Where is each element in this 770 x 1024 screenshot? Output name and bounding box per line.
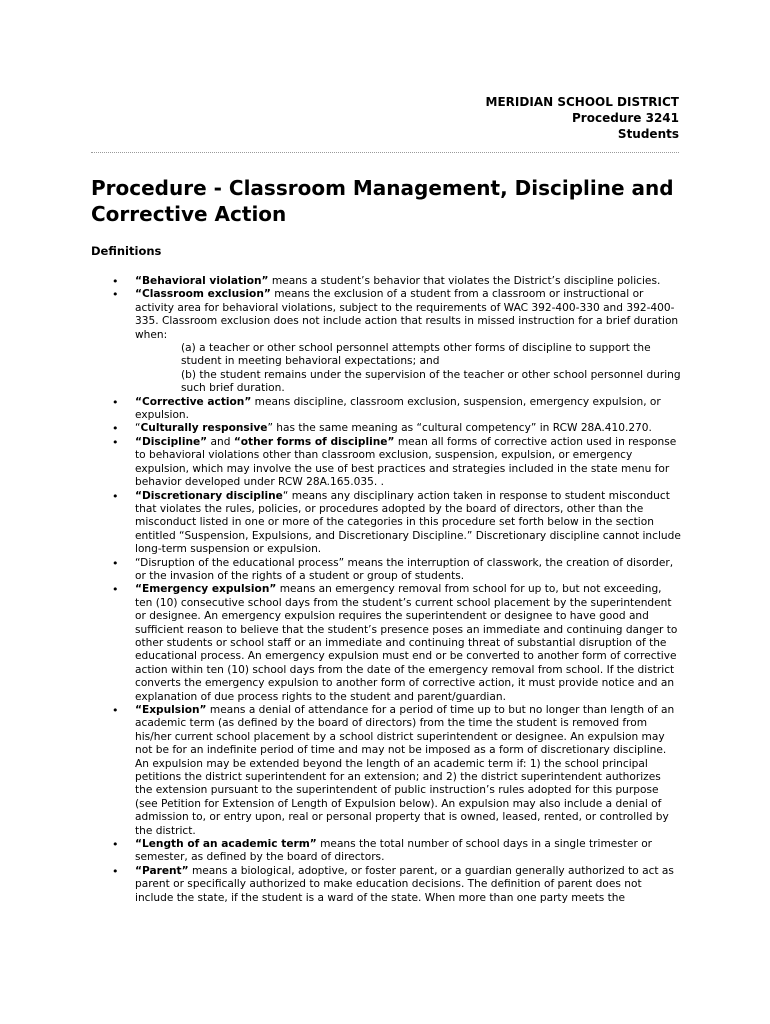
definitions-heading: Definitions (91, 244, 162, 258)
procedure-number: Procedure 3241 (572, 111, 679, 125)
definition-item: • “Classroom exclusion” means the exclusion of a student from a classroom or instructional or activity area for behavioral violations, subject to the requirements of WAC 392-400-330 and 392-400-335. Classroom exclusion does not include action that results in missed instruction for a brief duration when: (a) a teacher or other school personnel attempts other forms of discipline to support the student in meeting behavioral expectations; and (b) the student remains under the supervision of the teacher or other school personnel during such brief duration. (91, 288, 681, 395)
definition-item: • “Behavioral violation” means a student’s behavior that violates the District’s discipline policies. (91, 275, 681, 288)
document-header (486, 94, 679, 142)
definition-item: • “Parent” means a biological, adoptive, or foster parent, or a guardian generally authorized to act as parent or specifically authorized to make education decisions. The definition of parent does not include the state, if the student is a ward of the state. When more than one party meets the (91, 865, 681, 905)
definition-item: • “Expulsion” means a denial of attendance for a period of time up to but no longer than length of an academic term (as defined by the board of directors) from the time the student is removed from his/her current school placement by a school district superintendent or designee. An expulsion may not be for an indefinite period of time and may not be imposed as a form of discretionary discipline. An expulsion may be extended beyond the length of an academic term if: 1) the school principal petitions the district superintendent for an extension; and 2) the district superintendent authorizes the extension pursuant to the superintendent of public instruction’s rules adopted for this purpose (see Petition for Extension of Length of Expulsion below). An expulsion may also include a denial of admission to, or entry upon, real or personal property that is owned, leased, rented, or controlled by the district. (91, 704, 681, 838)
header-divider (91, 152, 679, 153)
page-title: Procedure - Classroom Management, Discipline and Corrective Action (91, 176, 674, 226)
definition-subitem: (a) a teacher or other school personnel attempts other forms of discipline to support the student in meeting behavioral expectations; and (181, 342, 651, 368)
definition-item: • “Culturally responsive” has the same meaning as “cultural competency” in RCW 28A.410.270. (91, 422, 681, 435)
definitions-list (91, 275, 681, 905)
definition-item: • “Corrective action” means discipline, classroom exclusion, suspension, emergency expulsion, or expulsion. (91, 396, 681, 423)
definition-subitem: (b) the student remains under the supervision of the teacher or other school personnel during such brief duration. (181, 368, 681, 395)
definition-item: • “Length of an academic term” means the total number of school days in a single trimester or semester, as defined by the board of directors. (91, 838, 681, 865)
definition-item: • “Discipline” and “other forms of discipline” mean all forms of corrective action used in response to behavioral violations other than classroom exclusion, suspension, expulsion, or emergency expulsion, which may involve the use of best practices and strategies included in the state menu for behavior developed under RCW 28A.165.035. . (91, 436, 681, 490)
definition-item: • “Emergency expulsion” means an emergency removal from school for up to, but not exceeding, ten (10) consecutive school days from the student’s current school placement by the superintendent or designee. An emergency expulsion requires the superintendent or designee to have good and sufficient reason to believe that the student’s presence poses an immediate and continuing danger to other students or school staff or an immediate and continuing threat of substantial disruption of the educational process. An emergency expulsion must end or be converted to another form of corrective action within ten (10) school days from the date of the emergency removal from school. If the district converts the emergency expulsion to another form of corrective action, it must provide notice and an explanation of due process rights to the student and parent/guardian. (91, 583, 681, 704)
definition-item: • “Discretionary discipline“ means any disciplinary action taken in response to student misconduct that violates the rules, policies, or procedures adopted by the board of directors, other than the misconduct listed in one or more of the categories in this procedure set forth below in the section entitled “Suspension, Expulsions, and Discretionary Discipline.” Discretionary discipline cannot include long-term suspension or expulsion. (91, 490, 681, 557)
procedure-section: Students (617, 127, 679, 141)
definition-item: • “Disruption of the educational process” means the interruption of classwork, the creation of disorder, or the invasion of the rights of a student or group of students. (91, 557, 681, 584)
district-name: MERIDIAN SCHOOL DISTRICT (485, 95, 679, 109)
